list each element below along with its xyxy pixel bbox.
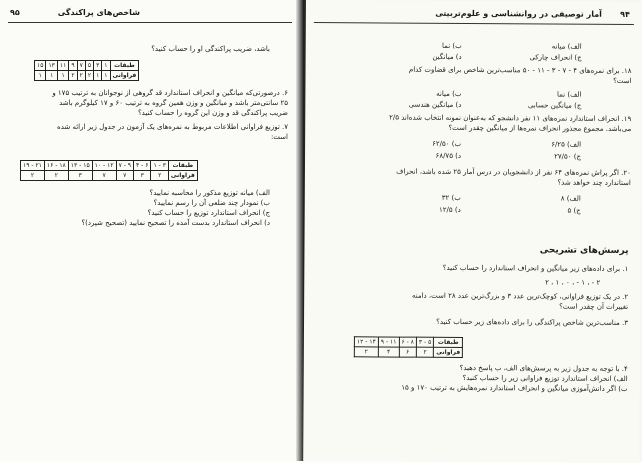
table-freq-cell: ۲ (69, 71, 77, 81)
q7-line: است: (270, 133, 288, 141)
table-row-label: طبقات (168, 161, 197, 171)
d4-line: الف) انحراف استاندارد توزیع فراوانی زیر را حساب کنید؟ (462, 373, 628, 383)
table-freq-cell: ۲ (85, 71, 93, 81)
frequency-table-1 (34, 60, 139, 81)
option: ب) میانه (436, 89, 462, 98)
d4-line: ۴. با توجه به جدول زیر به پرسش‌های الف، ب پاسخ دهید؟ (459, 363, 628, 373)
table-row-label: طبقات (434, 337, 463, 347)
table-class-cell: ۱ (102, 61, 110, 71)
q20-line: ۲۰. اگر پراش نمره‌های ۶۴ نفر از دانشجویان در درس آمار ۲۵ شده باشد، انحراف (396, 167, 631, 177)
option: د) میانگین (432, 52, 462, 61)
table-freq-cell: ۶ (399, 347, 417, 357)
option: ب) ۳۲ (441, 193, 461, 202)
table-freq-cell: ۱ (35, 71, 46, 81)
table-row-label: فراوانی (434, 347, 463, 357)
q7-part: الف) میانه توزیع مذکور را محاسبه نمایید؟ (149, 189, 270, 197)
page-number: ۹۴ (620, 9, 630, 19)
option: الف) میانه (551, 42, 582, 51)
table-row-label: فراوانی (168, 171, 197, 181)
q19-line: ۱۹. انحراف استاندارد نمره‌های ۱۱ نفر دانشجو که به‌عنوان نمونه انتخاب شده‌اند ۲/۵ (389, 113, 632, 123)
option: الف) ۶/۲۵ (551, 140, 582, 149)
header-rule (314, 22, 634, 25)
table-class-cell: ۱۴ - ۱۲ (354, 337, 378, 347)
right-page-header (306, 6, 642, 24)
q6-line: ضریب پراکندگی قد و وزن این گروه را حساب کنید؟ (137, 109, 288, 117)
table-class-cell: ۷ (77, 61, 85, 71)
option: ب) نما (442, 41, 462, 50)
d2-line: ۲. در یک توزیع فراوانی، کوچک‌ترین عدد ۳ و بزرگ‌ترین عدد ۲۸ است، دامنه (411, 291, 629, 301)
header-rule (8, 22, 292, 23)
q7-line: ۷. توزیع فراوانی اطلاعات مربوط به نمره‌های یک آزمون در جدول زیر ارائه شده (57, 123, 288, 131)
question-18 (313, 64, 631, 86)
descriptive-q1-data: ۲ - ، ۱ - ، ۰ ، ۱ ، ۲ (545, 278, 601, 287)
q6-line: ۶. درصورتی‌که میانگین و انحراف استاندارد قد گروهی از نوجوانان به ترتیب ۱۷۵ و (52, 89, 288, 97)
table-freq-cell: ۷ (92, 171, 116, 181)
question-7-parts (81, 188, 270, 228)
table-freq-cell: ۲ (151, 171, 168, 181)
table-freq-cell: ۷ (116, 171, 133, 181)
table-freq-cell: ۲ (44, 171, 68, 181)
table-class-cell: ۹ (69, 61, 77, 71)
q6-line: ۲۵ سانتی‌متر باشد و میانگین و وزن همین گروه به ترتیب ۶۰ و ۱۷ کیلوگرم باشد (59, 99, 288, 107)
frequency-table-3 (354, 336, 463, 358)
table-class-cell: ۱۵ - ۱۳ (68, 161, 92, 171)
running-title: شاخص‌های پراکندگی (57, 8, 140, 17)
table-class-cell: ۸ - ۶ (399, 337, 417, 347)
table-freq-cell: ۱ (57, 71, 68, 81)
table-class-cell: ۹ - ۷ (116, 161, 133, 171)
table-freq-cell: ۴ (378, 347, 399, 357)
option: ج) ۵ (567, 206, 581, 215)
descriptive-q2 (312, 290, 628, 312)
table-freq-cell: ۳ (134, 171, 151, 181)
table-class-cell: ۱۵ (35, 61, 46, 71)
table-row (21, 171, 198, 181)
option: الف) ۸ (560, 194, 581, 203)
frequency-table-2 (20, 160, 198, 181)
descriptive-q4 (312, 362, 628, 394)
table-freq-cell: ۲ (416, 347, 434, 357)
right-page (303, 0, 642, 463)
question-6 (8, 88, 288, 118)
table-class-cell: ۵ (85, 61, 93, 71)
table-class-cell: ۵ - ۳ (416, 337, 434, 347)
option: ب) ۶۲/۵۰ (432, 139, 462, 148)
table-freq-cell: ۱ (46, 71, 57, 81)
d4-line: ب) اگر دانش‌آموزی میانگین و انحراف استاندارد نمره‌هایش به ترتیب ۱۷۰ و ۱۵ (401, 383, 628, 393)
q18-line: است؟ (613, 76, 632, 85)
table-row (354, 347, 462, 358)
question-19 (313, 112, 631, 134)
descriptive-q3: ۳. مناسب‌ترین شاخص پراکندگی را برای داده‌های زیر حساب کنید؟ (436, 317, 629, 327)
left-page (0, 0, 300, 461)
q7-part: ب) نمودار چند ضلعی آن را رسم نمایید؟ (153, 199, 270, 207)
table-class-cell: ۳ (94, 61, 102, 71)
table-class-cell: ۲۱ - ۱۹ (21, 161, 45, 171)
table-row (21, 161, 198, 171)
table-freq-cell: ۲ (21, 171, 45, 181)
table-class-cell: ۱۸ - ۱۶ (44, 161, 68, 171)
table-class-cell: ۱۳ (46, 61, 57, 71)
table-class-cell: ۱۲ - ۱۰ (92, 161, 116, 171)
table-freq-cell: ۱ (94, 71, 102, 81)
table-row-label: طبقات (110, 61, 139, 71)
q19-line: می‌باشد. مجموع مجذور انحراف نمره‌ها از میانگین چقدر است؟ (448, 123, 632, 133)
table-class-cell: ۳ - ۱ (151, 161, 168, 171)
q7-part: د) انحراف استاندارد بدست آمده را تصحیح نمایید (تصحیح شپرد)؟ (81, 219, 270, 227)
option: ج) انحراف چارکی (529, 53, 582, 62)
table-class-cell: ۱۱ - ۹ (378, 337, 399, 347)
d2-line: تغییرات آن چقدر است؟ (559, 302, 629, 311)
option: د) ۶۸/۷۵ (435, 151, 462, 160)
q20-line: استاندارد چند خواهد شد؟ (557, 178, 631, 187)
table-row-label: فراوانی (110, 71, 139, 81)
intro-line: باشد، ضریب پراکندگی او را حساب کنید؟ (151, 45, 270, 53)
table-row (354, 337, 462, 348)
q18-line: ۱۸. برای نمره‌های ۴ - ۷ - ۳ - ۱۱ - ۵۰ مناسب‌ترین شاخص برای قضاوت کدام (408, 65, 632, 75)
option: ج) ۲۷/۵۰ (554, 152, 582, 161)
question-7 (8, 122, 288, 142)
running-title: آمار توصیفی در روانشناسی و علوم‌تربیتی (435, 8, 602, 19)
option: د) میانگین هندسی (408, 100, 462, 109)
q7-part: ج) انحراف استاندارد توزیع را حساب کنید؟ (147, 209, 270, 217)
table-freq-cell: ۳ (68, 171, 92, 181)
section-title: پرسش‌های تشریحی (539, 245, 629, 256)
table-class-cell: ۱۱ (57, 61, 68, 71)
option: ج) میانگین حسابی (527, 101, 582, 110)
table-row (35, 61, 139, 71)
page-number: ۹۵ (10, 8, 20, 17)
option: د) ۱۲/۵ (438, 205, 461, 214)
table-row (35, 71, 139, 81)
left-page-header (0, 6, 300, 22)
table-class-cell: ۶ - ۴ (134, 161, 151, 171)
question-20 (313, 166, 631, 188)
table-freq-cell: ۲ (354, 347, 378, 357)
table-freq-cell: ۱ (102, 71, 110, 81)
option: الف) نما (556, 90, 582, 99)
table-freq-cell: ۲ (77, 71, 85, 81)
descriptive-q1: ۱. برای داده‌های زیر میانگین و انحراف استاندارد را حساب کنید؟ (442, 263, 629, 273)
